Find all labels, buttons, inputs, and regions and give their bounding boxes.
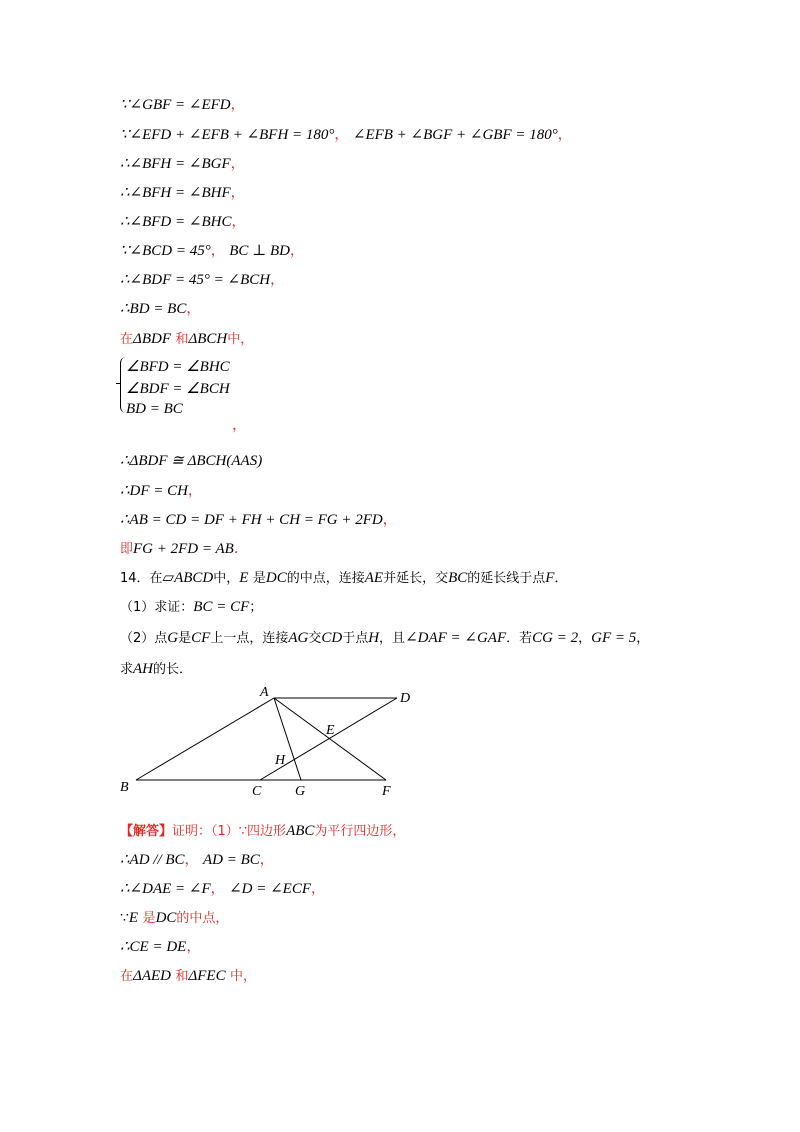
label-b: B — [120, 780, 129, 795]
proof-line-1: ∵∠GBF = ∠EFD， — [120, 97, 245, 113]
problem-14-part-1: （1）求证：BC = CF； — [120, 599, 263, 615]
congruence-line: ∴ΔBDF ≅ ΔBCH(AAS) — [120, 453, 263, 469]
proof-line-7: ∴∠BDF = 45° = ∠BCH， — [120, 272, 285, 288]
proof-line-3: ∴∠BFH = ∠BGF， — [120, 156, 245, 172]
proof-line-8: ∴BD = BC， — [120, 301, 201, 317]
system-tail: ， — [232, 417, 248, 433]
solution-line-4: ∴CE = DE， — [120, 939, 201, 955]
in-triangles-1: 在ΔBDF 和ΔBCH中， — [120, 331, 254, 347]
proof-line-4: ∴∠BFH = ∠BHF， — [120, 185, 245, 201]
segment-ab — [136, 698, 274, 780]
problem-14-statement: 14．在▱ABCD中，E 是DC的中点，连接AE并延长，交BC的延长线于点F． — [120, 570, 568, 586]
label-d: D — [400, 691, 411, 706]
in-triangles-2: 在ΔAED 和ΔFEC 中， — [120, 968, 257, 984]
proof-line-6: ∵∠BCD = 45°， BC ⊥ BD， — [120, 243, 304, 259]
segment-af — [274, 698, 386, 780]
problem-14-part-2: （2）点G是CF上一点，连接AG交CD于点H，且∠DAF = ∠GAF．若CG = 2，GF = 5， — [120, 630, 650, 646]
df-ch-line: ∴DF = CH， — [120, 483, 202, 499]
label-e: E — [326, 723, 335, 738]
solution-line-1: ∴AD // BC， AD = BC， — [120, 852, 274, 868]
proof-line-5: ∴∠BFD = ∠BHC， — [120, 214, 246, 230]
label-g: G — [295, 784, 306, 799]
system-eq-1: ∠BFD = ∠BHC — [126, 359, 230, 375]
proof-line-2: ∵∠EFD + ∠EFB + ∠BFH = 180°， ∠EFB + ∠BGF + ∠GBF = 180°， — [120, 127, 572, 143]
problem-14-ask: 求AH的长． — [120, 661, 193, 677]
label-a: A — [260, 685, 269, 700]
solution-heading: 【解答】证明：（1）∵四边形ABC为平行四边形， — [120, 823, 406, 839]
solution-line-2: ∴∠DAE = ∠F， ∠D = ∠ECF， — [120, 881, 325, 897]
geometry-figure — [110, 680, 430, 800]
solution-line-3: ∵E 是DC的中点， — [120, 910, 229, 926]
label-f: F — [382, 784, 391, 799]
label-c: C — [252, 784, 262, 799]
conclusion-line: 即FG + 2FD = AB． — [120, 541, 248, 557]
system-eq-3: BD = BC — [126, 401, 183, 417]
system-eq-2: ∠BDF = ∠BCH — [126, 381, 230, 397]
ab-sum-line: ∴AB = CD = DF + FH + CH = FG + 2FD， — [120, 512, 397, 528]
label-h: H — [275, 753, 286, 768]
